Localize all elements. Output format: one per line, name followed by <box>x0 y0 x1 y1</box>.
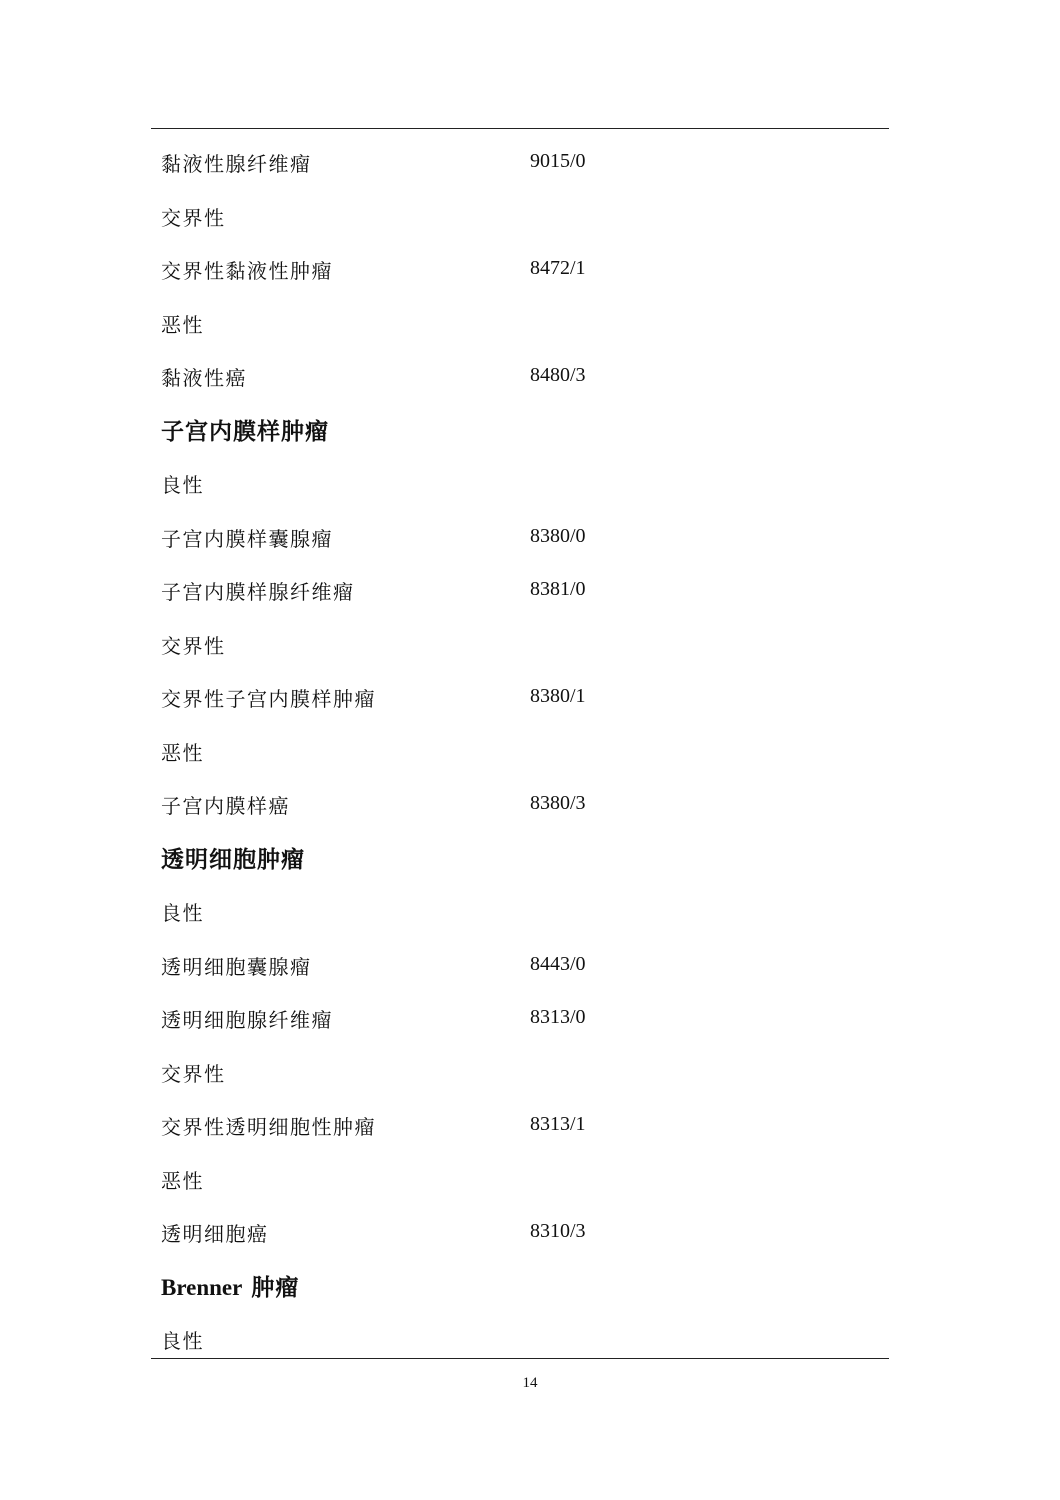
morphology-code: 8443/0 <box>530 952 586 975</box>
morphology-code: 8381/0 <box>530 578 586 600</box>
list-item <box>161 511 881 565</box>
category-row <box>161 725 881 779</box>
list-item <box>161 1099 881 1153</box>
morphology-code: 8380/3 <box>530 792 586 814</box>
tumor-name: 子宫内膜样癌 <box>161 794 290 818</box>
header-rule <box>151 128 889 129</box>
category-row <box>161 885 881 939</box>
tumor-name: 子宫内膜样腺纤维瘤 <box>161 580 355 604</box>
morphology-code: 8380/0 <box>530 524 586 547</box>
list-item <box>161 671 881 725</box>
category-label: 恶性 <box>161 740 204 765</box>
section-heading <box>161 832 881 886</box>
morphology-code: 8472/1 <box>530 257 586 279</box>
section-title: 子宫内膜样肿瘤 <box>161 418 329 445</box>
section-title: 透明细胞肿瘤 <box>161 846 305 873</box>
section-title-cjk: 肿瘤 <box>251 1274 300 1301</box>
tumor-name: 黏液性癌 <box>161 366 247 390</box>
tumor-name: 交界性透明细胞性肿瘤 <box>161 1115 376 1139</box>
category-label: 恶性 <box>161 1168 204 1193</box>
category-row <box>161 190 881 244</box>
page-number: 14 <box>522 1375 538 1391</box>
morphology-code: 8380/1 <box>530 685 586 707</box>
tumor-name: 交界性黏液性肿瘤 <box>161 259 333 283</box>
category-row <box>161 457 881 511</box>
category-row <box>161 297 881 351</box>
category-row <box>161 1153 881 1207</box>
list-item <box>161 778 881 832</box>
footer-rule <box>151 1358 889 1359</box>
tumor-name: 透明细胞腺纤维瘤 <box>161 1008 333 1032</box>
tumor-name: 透明细胞癌 <box>161 1222 269 1246</box>
category-label: 交界性 <box>161 1061 226 1086</box>
morphology-code: 8313/1 <box>530 1113 586 1135</box>
category-label: 良性 <box>161 473 204 497</box>
morphology-code: 9015/0 <box>530 150 586 172</box>
category-label: 良性 <box>161 901 204 925</box>
list-item <box>161 243 881 297</box>
list-item <box>161 564 881 618</box>
morphology-code: 8310/3 <box>530 1220 586 1242</box>
tumor-name: 黏液性腺纤维瘤 <box>161 152 312 176</box>
tumor-name: 透明细胞囊腺瘤 <box>161 954 312 979</box>
list-item <box>161 136 881 190</box>
classification-list <box>161 136 881 1367</box>
morphology-code: 8313/0 <box>530 1006 586 1028</box>
category-label: 交界性 <box>161 633 226 658</box>
category-row <box>161 618 881 672</box>
tumor-name: 交界性子宫内膜样肿瘤 <box>161 687 376 711</box>
list-item <box>161 992 881 1046</box>
morphology-code: 8480/3 <box>530 364 586 386</box>
category-row <box>161 1046 881 1100</box>
category-label: 良性 <box>161 1329 204 1353</box>
list-item <box>161 939 881 993</box>
section-heading <box>161 1260 881 1314</box>
tumor-name: 子宫内膜样囊腺瘤 <box>161 526 333 551</box>
section-title-latin: Brenner <box>161 1274 243 1300</box>
section-heading <box>161 404 881 458</box>
list-item <box>161 350 881 404</box>
category-label: 交界性 <box>161 205 226 230</box>
category-label: 恶性 <box>161 312 204 337</box>
section-title <box>161 1269 299 1302</box>
list-item <box>161 1206 881 1260</box>
